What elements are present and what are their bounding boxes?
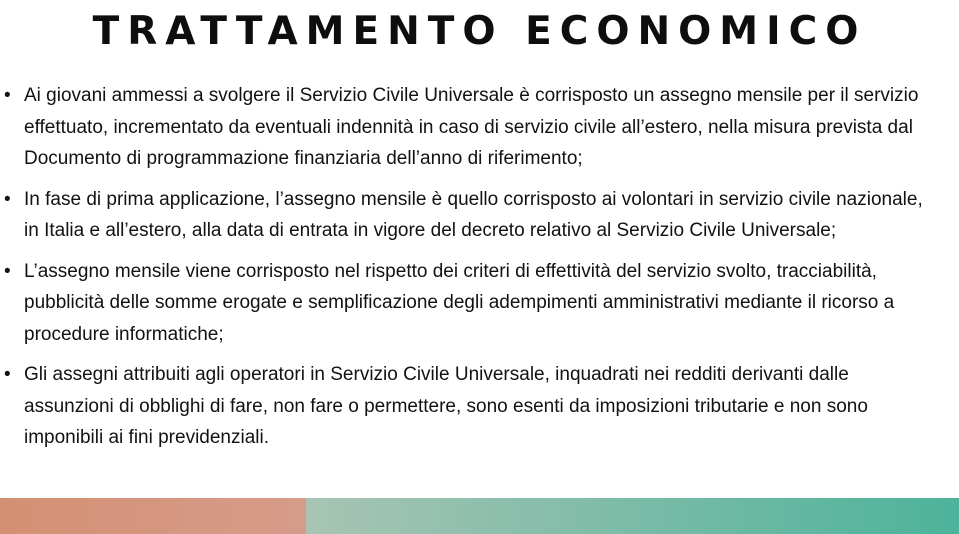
bullet-text: Ai giovani ammessi a svolgere il Servizio Civile Universale è corrisposto un assegno mensile per il servizio effettuato, incrementato da eventuali indennità in caso di servizio civile all’estero, nella misura prevista dal Documento di programmazione finanziaria dell’anno di riferimento; — [24, 85, 919, 169]
bullet-text: In fase di prima applicazione, l’assegno mensile è quello corrisposto ai volontari in servizio civile nazionale, in Italia e all’estero, alla data di entrata in vigore del decreto relativo al Servizio Civile Universale; — [24, 188, 923, 241]
footer-color-band — [0, 498, 959, 534]
bullet-list — [0, 80, 940, 463]
bullet-text: Gli assegni attribuiti agli operatori in Servizio Civile Universale, inquadrati nei redditi derivanti dalle assunzioni di obblighi di fare, non fare o permettere, sono esenti da imposizioni tributarie e non sono imponibili ai fini previdenziali. — [24, 364, 868, 448]
bullet-item — [0, 80, 940, 175]
footer-band-left — [0, 498, 306, 534]
footer-band-right — [306, 498, 959, 534]
bullet-marker: • — [4, 85, 11, 106]
bullet-text: L’assegno mensile viene corrisposto nel rispetto dei criteri di effettività del servizio svolto, tracciabilità, pubblicità delle somme erogate e semplificazione degli adempimenti amministrativi mediante il ricorso a procedure informatiche; — [24, 260, 895, 345]
bullet-item — [0, 256, 940, 351]
slide-title: TRATTAMENTO ECONOMICO — [92, 9, 867, 54]
bullet-marker: • — [4, 260, 11, 282]
bullet-item — [0, 184, 940, 247]
bullet-marker: • — [4, 188, 11, 210]
bullet-marker: • — [4, 364, 11, 385]
bullet-item — [0, 359, 940, 454]
